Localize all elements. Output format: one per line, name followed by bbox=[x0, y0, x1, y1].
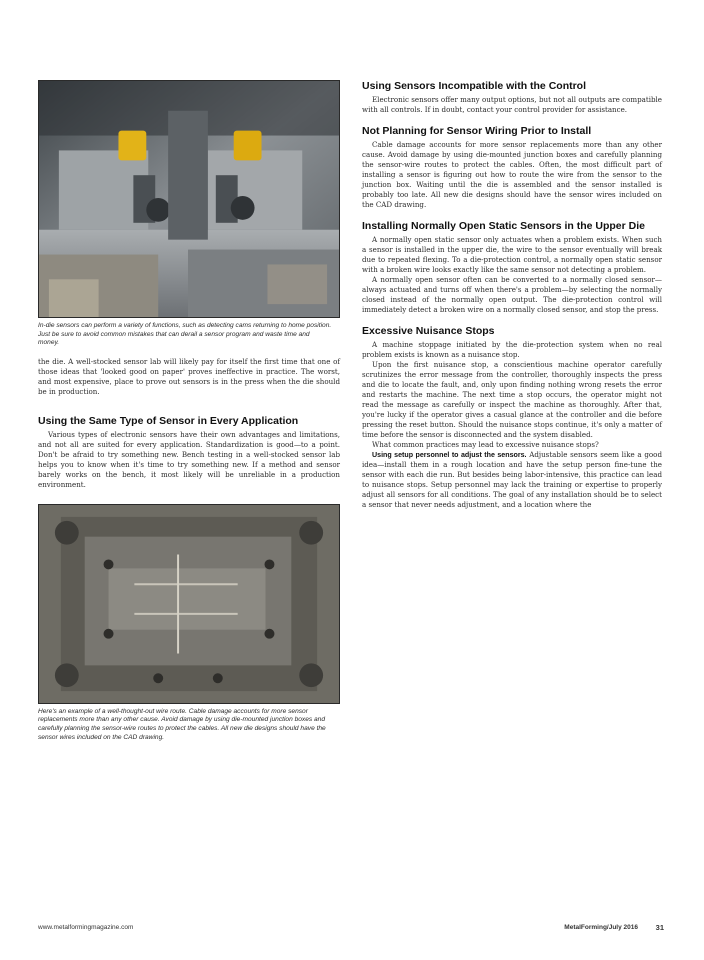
run-in-heading: Using setup personnel to adjust the sensors. bbox=[372, 451, 527, 459]
wire-route-photo bbox=[38, 504, 340, 704]
section-heading: Excessive Nuisance Stops bbox=[362, 325, 495, 337]
body-paragraph: A normally open sensor often can be converted to a normally closed sensor—always actuated and turns off when there's a problem—by selecting the normally closed instead of the normally open output. The die-protection control will immediately detect a broken wire on a normally closed sensor, and stop the press. bbox=[362, 275, 662, 314]
footer-url: www.metalformingmagazine.com bbox=[38, 924, 134, 931]
section-heading: Installing Normally Open Static Sensors in the Upper Die bbox=[362, 220, 645, 232]
page-number: 31 bbox=[655, 923, 664, 932]
photo-caption: In-die sensors can perform a variety of functions, such as detecting cams returning to home position. Just be sure to avoid common mistakes that can derail a sensor program and waste time and money. bbox=[38, 322, 332, 347]
footer-issue: MetalForming/July 2016 bbox=[564, 924, 638, 931]
body-paragraph bbox=[362, 450, 662, 510]
right-column bbox=[362, 80, 662, 510]
photo-caption: Here's an example of a well-thought-out wire route. Cable damage accounts for more sensor replacements more than any other cause. Avoid damage by using die-mounted junction boxes and carefully planning the sensor-wire routes to protect the cables. All new die designs should have the sensor wires included on the CAD drawing. bbox=[38, 707, 326, 741]
body-paragraph: Cable damage accounts for more sensor replacements more than any other cause. Avoid damage by using die-mounted junction boxes and carefully planning the sensor-wire routes to protect the cables. Often, the most difficult part of installing a sensor is figuring out how to route the wire from the sensor to the junction box. Waiting until the die is assembled and the sensor installed is probably too late. All new die designs should have the sensor wires included on the CAD drawing. bbox=[362, 140, 662, 209]
body-paragraph: Electronic sensors offer many output options, but not all outputs are compatible with all controls. If in doubt, contact your control provider for assistance. bbox=[362, 95, 662, 114]
body-paragraph: Various types of electronic sensors have their own advantages and limitations, and not all are suited for every application. Standardization is good—to a point. Don't be afraid to try something new. Bench testing in a well-stocked sensor lab helps you to know when it's time to try something new. If a method and sensor barely works on the bench, it most likely will be unreliable in a production environment. bbox=[38, 429, 340, 489]
body-paragraph: A machine stoppage initiated by the die-protection system when no real problem exists is known as a nuisance stop. bbox=[362, 340, 662, 359]
body-paragraph: the die. A well-stocked sensor lab will likely pay for itself the first time that one of those ideas that 'looked good on paper' proves ineffective in practice. The worst, and most expensive, place to prove out sensors is in the press when the die should be in production. bbox=[38, 356, 340, 396]
body-paragraph: A normally open static sensor only actuates when a problem exists. When such a sensor is installed in the upper die, the wire to the sensor eventually will break due to repeated flexing. To a die-protection control, a normally open static sensor with a broken wire looks exactly like the same sensor not detecting a problem. bbox=[362, 235, 662, 274]
section-heading: Using Sensors Incompatible with the Control bbox=[362, 80, 587, 92]
body-paragraph: What common practices may lead to excessive nuisance stops? bbox=[372, 440, 599, 449]
body-paragraph: Upon the first nuisance stop, a conscientious machine operator carefully scrutinizes the error message from the controller, thoroughly inspects the press and die to locate the fault, and, only upon finding nothing wrong resets the error and restarts the machine. The next time a stop occurs, the operator might not read the message as carefully or inspect the machine as thoroughly. After that, you're lucky if the operator gives a casual glance at the controller and die before pressing the reset button. Should the nuisance stops continue, it's only a matter of time before the sensor is disconnected and the system disabled. bbox=[362, 360, 662, 439]
section-heading: Using the Same Type of Sensor in Every Application bbox=[38, 414, 299, 427]
section-heading: Not Planning for Sensor Wiring Prior to Install bbox=[362, 125, 592, 137]
die-sensor-photo bbox=[38, 80, 340, 318]
body-text: Adjustable sensors seem like a good idea—install them in a rough location and have the setup person fine-tune the sensor with each die run. But besides being labor-intensive, this practice can lead to nuisance stops. Setup personnel may lack the training or expertise to properly adjust all sensors for all conditions. The goal of any installation should be to select a sensor that never needs adjustment, and a location where the bbox=[362, 450, 662, 509]
page-footer bbox=[38, 922, 664, 934]
left-column bbox=[38, 80, 340, 742]
